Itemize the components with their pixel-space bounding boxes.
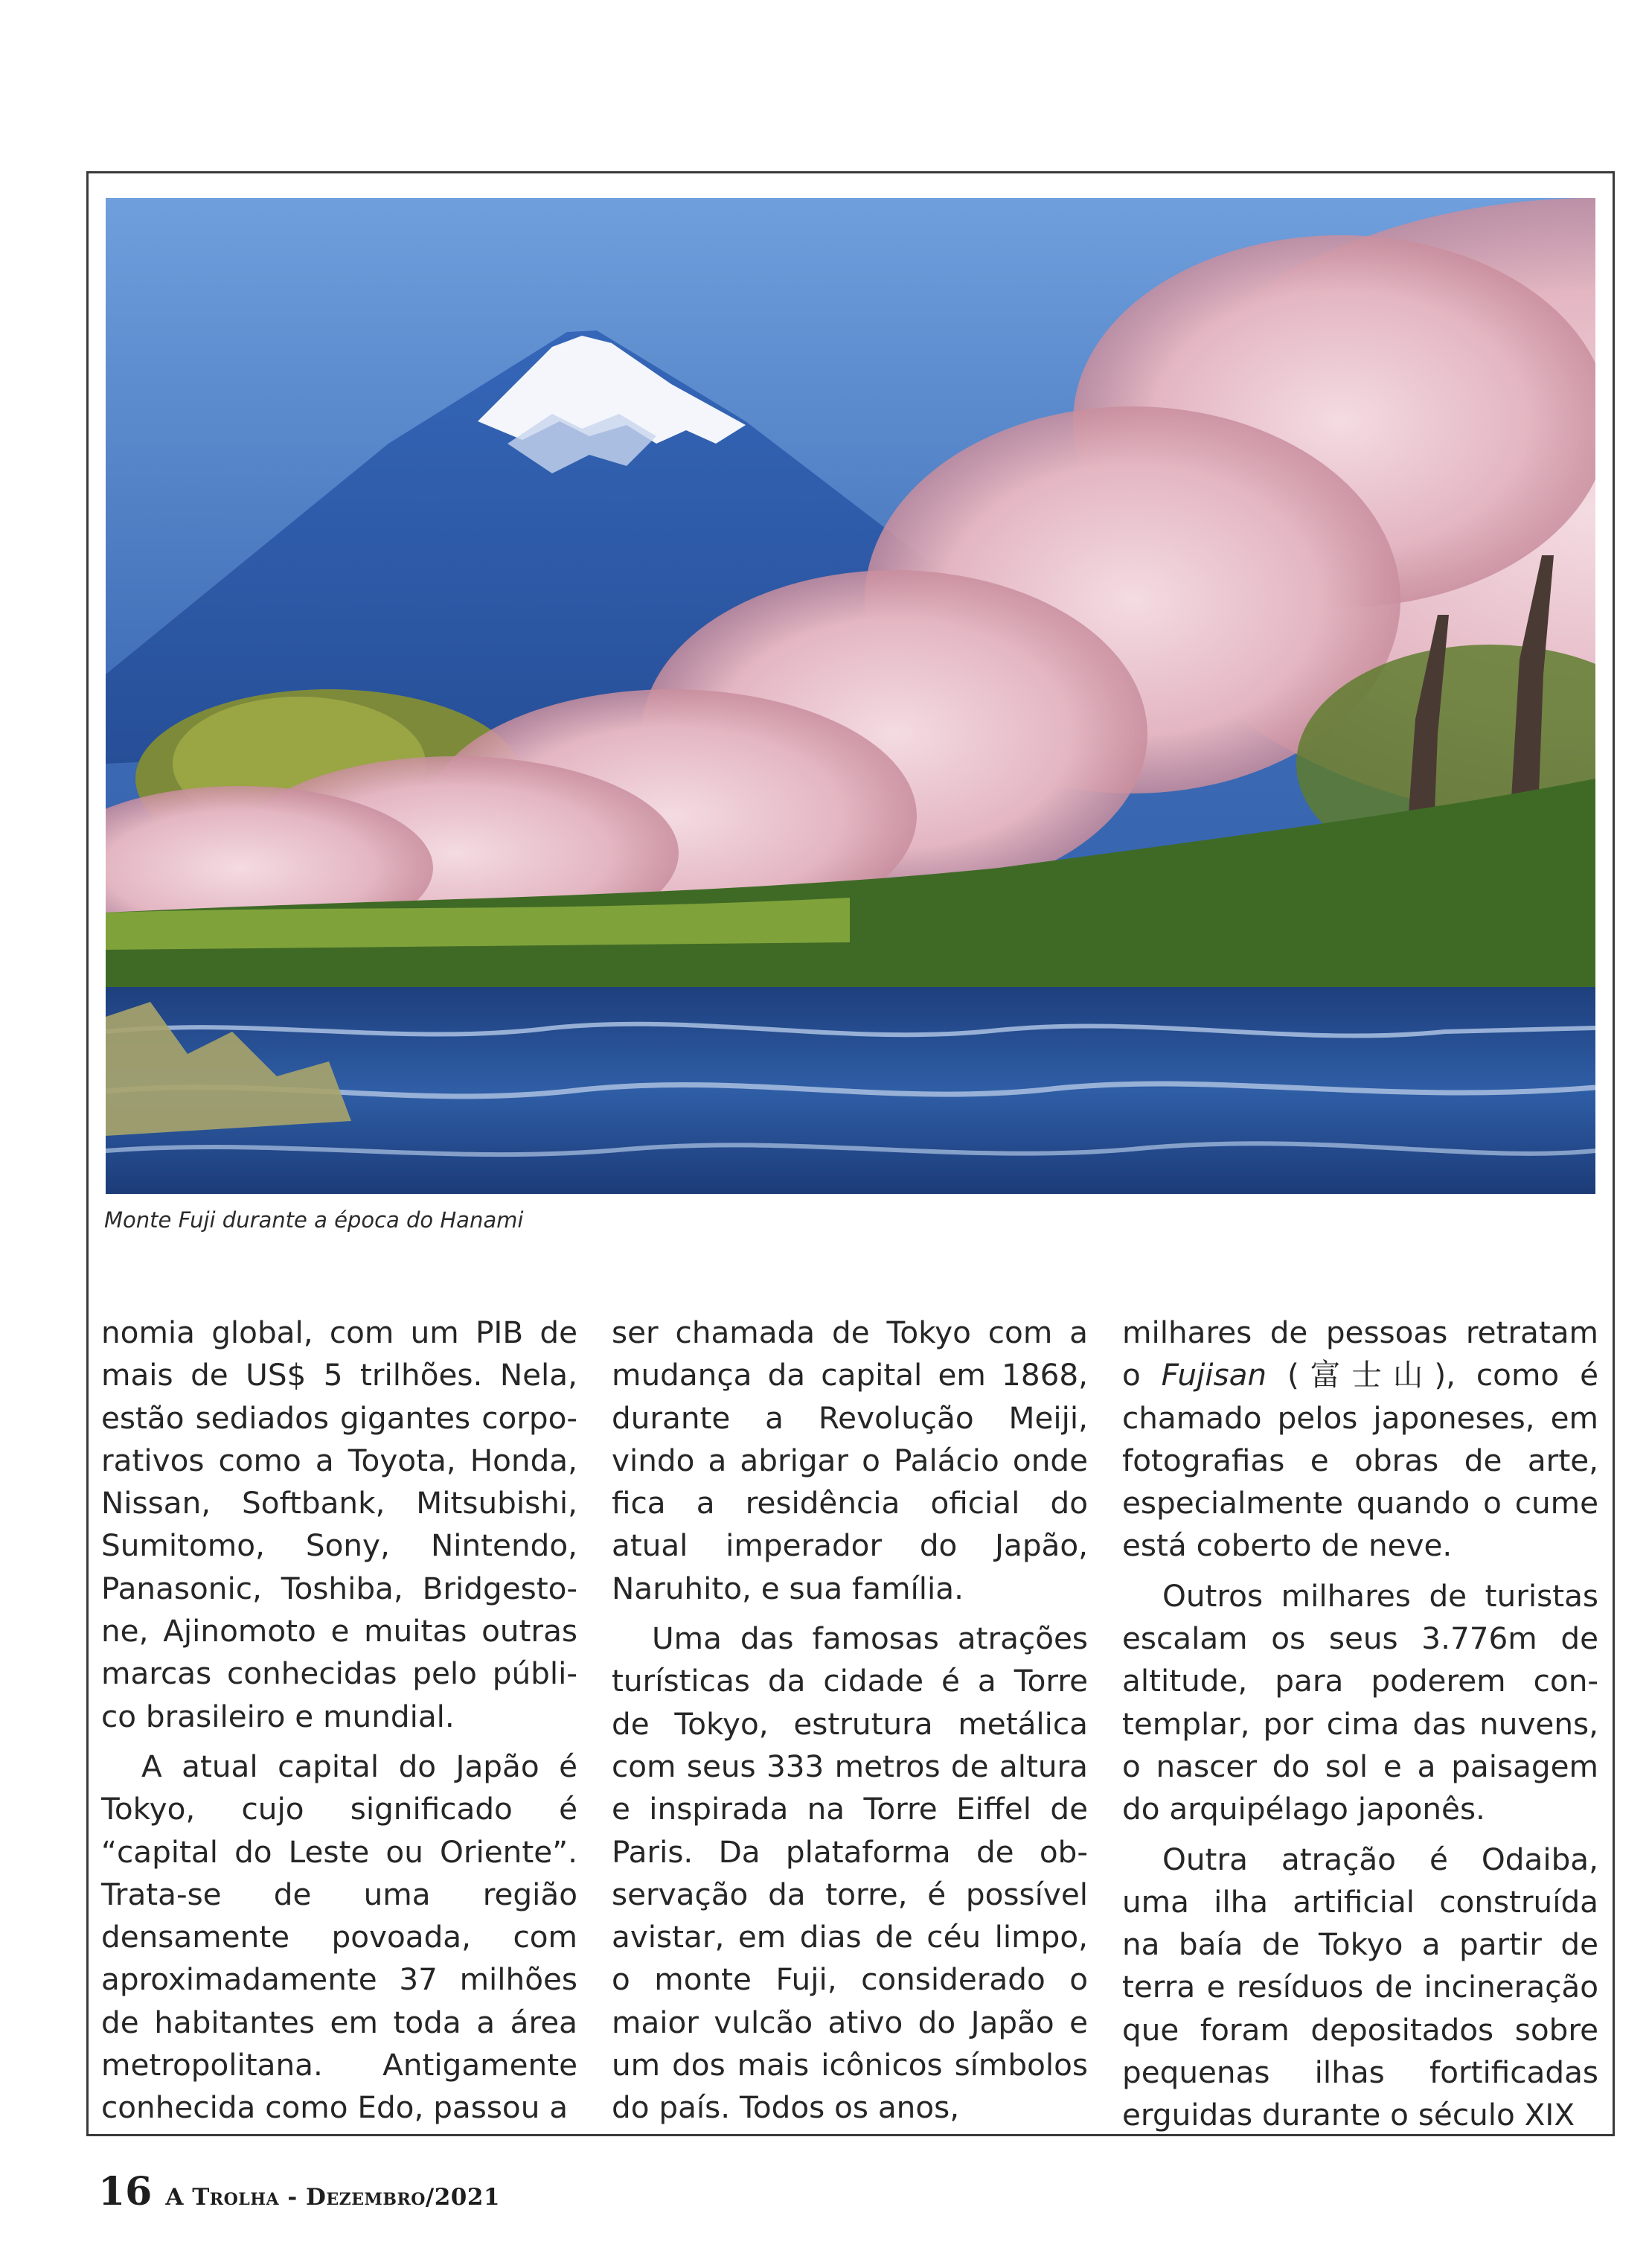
text-run: (富士山), como é chamado pelos japoneses, em fotografias e obras de arte, especialmente quando o cume está coberto de neve. (1122, 1357, 1598, 1564)
paragraph (1122, 1312, 1598, 1568)
paragraph: nomia global, com um PIB de mais de US$ 5 trilhões. Nela, estão sediados gigantes corporativos como a Toyota, Honda, Nissan, Softbank, Mitsubishi, Sumitomo, Sony, Nintendo, Panasonic, Toshiba, Bridgestone, Ajinomoto e muitas outras marcas conhecidas pelo público brasileiro e mundial. (101, 1315, 577, 1734)
article-column-1 (101, 1312, 577, 2130)
paragraph: ser chamada de Tokyo com a mudança da capital em 1868, durante a Revolução Meiji, vindo a abrigar o Palácio onde fica a residência oficial do atual imperador do Japão, Naruhito, e sua família. (612, 1315, 1088, 1606)
paragraph: Uma das famosas atrações turísticas da cidade é a Torre de Tokyo, estrutura metálica com seus 333 metros de altura e inspirada na Torre Eiffel de Paris. Da plataforma de observação da torre, é possível avistar, em dias de céu limpo, o monte Fuji, considerado o maior vulcão ativo do Japão e um dos mais icônicos símbolos do país. Todos os anos, (612, 1620, 1088, 2126)
paragraph: A atual capital do Japão é Tokyo, cujo significado é “capital do Leste ou Oriente”. Trata-se de uma região densamente povoada, com aproximadamente 37 milhões de habitantes em toda a área metropolitana. Antigamente conhecida como Edo, passou a (101, 1748, 577, 2126)
italic-term: Fujisan (1161, 1357, 1267, 1393)
paragraph: Outros milhares de turistas escalam os seus 3.776m de altitude, para poderem contemplar, por cima das nuvens, o nascer do sol e a paisagem do arquipélago japonês. (1122, 1577, 1598, 1827)
page-number: 16 (98, 2169, 153, 2214)
photo-illustration (106, 198, 1595, 1194)
photo-mount-fuji-cherry-blossoms (106, 198, 1595, 1194)
page-footer (98, 2169, 500, 2214)
article-column-2 (612, 1312, 1088, 2130)
text-run: milhares de pessoas retratam o (1122, 1315, 1598, 1393)
photo-caption: Monte Fuji durante a época do Hanami (104, 1207, 524, 1233)
article-column-3 (1122, 1312, 1598, 2137)
publication-issue: A Trolha - Dezembro/2021 (165, 2184, 500, 2211)
paragraph: Outra atração é Odaiba, uma ilha artificial construída na baía de Tokyo a partir de terra e resíduos de incineração que foram depositados sobre pequenas ilhas fortificadas erguidas durante o século XIX (1122, 1841, 1598, 2133)
